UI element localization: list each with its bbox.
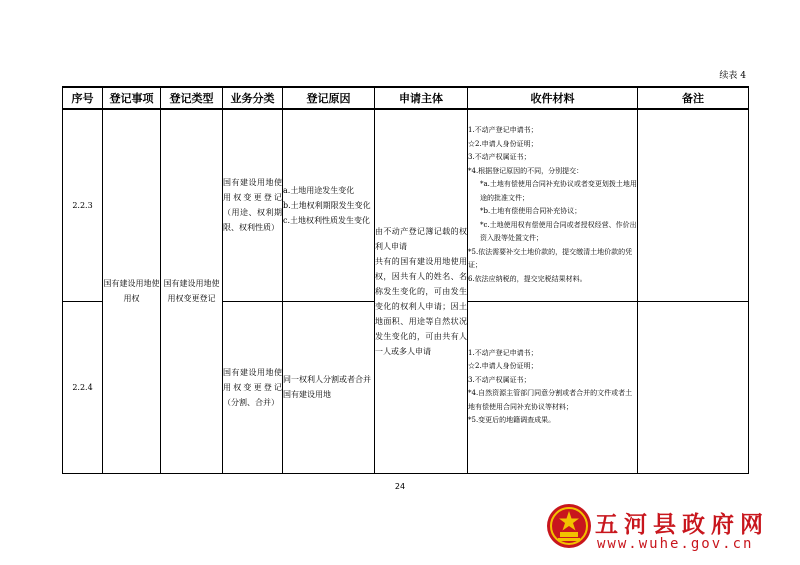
header-applicant: 申请主体 (375, 87, 468, 109)
material-item: 3.不动产权属证书； (468, 375, 531, 384)
page-number: 24 (394, 482, 406, 491)
material-item: *c.土地使用权有偿使用合同或者授权经营、作价出资入股等处置文件； (480, 220, 637, 243)
header-registration-reason: 登记原因 (283, 87, 375, 109)
watermark-url: www.wuhe.gov.cn (597, 536, 754, 552)
material-item: ☆2.申请人身份证明； (468, 139, 538, 148)
applicant-cell: 由不动产登记簿记载的权利人申请 共有的国有建设用地使用权，因共有人的姓名、名称发生变化的，可由发生变化的权利人申请；因土地面积、用途等自然状况发生变化的，可由共有人一人或多人申请 (375, 109, 468, 473)
material-item: *5.变更后的地籍调查成果。 (468, 416, 556, 424)
materials-cell (468, 109, 638, 301)
material-item: *b.土地有偿使用合同补充协议； (480, 207, 582, 216)
business-category-cell: 国有建设用地使用权变更登记（用途、权利期限、权利性质） (223, 109, 283, 301)
registration-reason-cell: 同一权利人分割或者合并国有建设用地 (283, 301, 375, 473)
continuation-note: 续表 4 (719, 71, 746, 81)
watermark-site-name: 五河县政府网 (595, 512, 769, 538)
remarks-cell (638, 301, 749, 473)
material-item: *a.土地有偿使用合同补充协议或者变更划拨土地用途的批准文件； (480, 180, 637, 202)
material-item: 1.不动产登记申请书； (468, 126, 538, 135)
material-item: *5.依法需要补交土地价款的，提交缴清土地价款的凭证； (468, 247, 633, 270)
table-header-row (63, 87, 749, 109)
registration-table (62, 86, 749, 474)
header-seq: 序号 (63, 87, 103, 109)
material-item: *4.根据登记原因的不同，分别提交： (468, 166, 584, 175)
remarks-cell (638, 109, 749, 301)
registration-reason-cell: a.土地用途发生变化 b.土地权利期限发生变化 c.土地权利性质发生变化 (283, 109, 375, 301)
material-item: *4.自然资源主管部门同意分割或者合并的文件或者土地有偿使用合同补充协议等材料； (468, 389, 633, 411)
header-registration-type: 登记类型 (161, 87, 223, 109)
material-item: 3.不动产权属证书； (468, 153, 531, 162)
materials-cell (468, 301, 638, 473)
material-item: 6.依法应纳税的，提交完税结果材料。 (468, 274, 587, 283)
row-seq: 2.2.3 (63, 109, 103, 301)
header-business-category: 业务分类 (223, 87, 283, 109)
watermark (545, 500, 790, 560)
registration-type-cell: 国有建设用地使用权变更登记 (161, 109, 223, 473)
header-remarks: 备注 (638, 87, 749, 109)
registration-item-cell: 国有建设用地使用权 (103, 109, 161, 473)
material-item: 1.不动产登记申请书； (468, 348, 538, 357)
business-category-cell: 国有建设用地使用权变更登记（分割、合并） (223, 301, 283, 473)
national-emblem-icon (545, 502, 593, 550)
row-seq: 2.2.4 (63, 301, 103, 473)
header-registration-item: 登记事项 (103, 87, 161, 109)
header-materials: 收件材料 (468, 87, 638, 109)
material-item: ☆2.申请人身份证明； (468, 362, 538, 370)
table-row (63, 109, 749, 301)
